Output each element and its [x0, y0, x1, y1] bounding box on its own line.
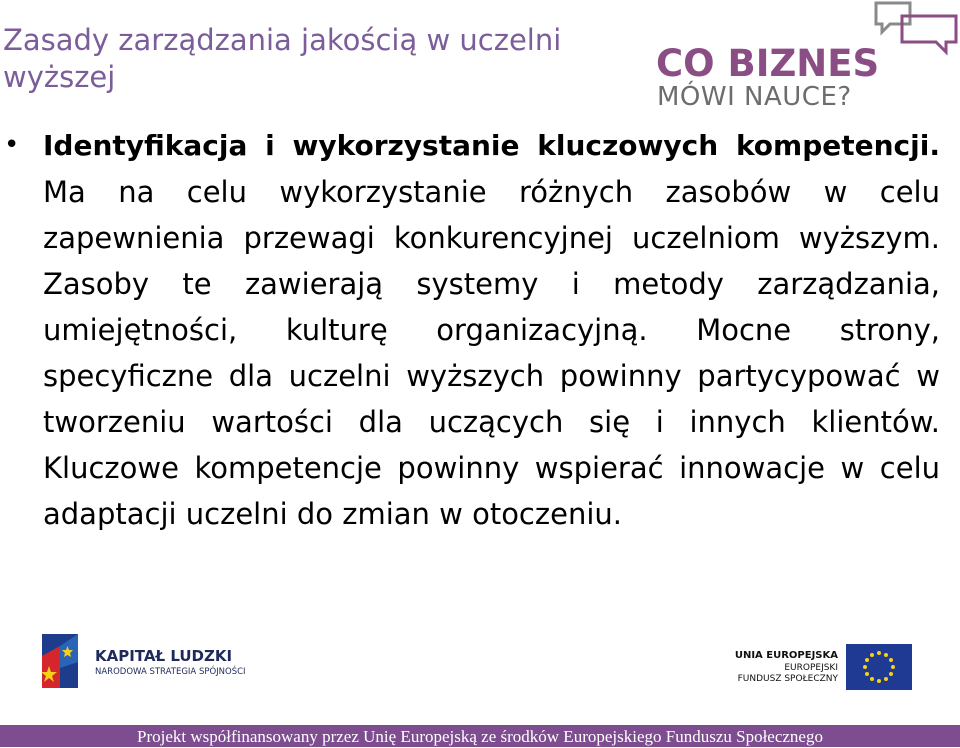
footer-banner: Projekt współfinansowany przez Unię Europejską ze środków Europejskiego Funduszu Społecznego: [0, 725, 960, 747]
kapital-ludzki-subtitle: NARODOWA STRATEGIA SPÓJNOŚCI: [95, 667, 246, 677]
bullet-marker: •: [4, 130, 20, 160]
eu-logo: [734, 644, 912, 692]
eu-logo-line2: EUROPEJSKI: [784, 663, 838, 673]
eu-flag-icon: [846, 644, 912, 690]
bullet-paragraph: [4, 122, 940, 537]
paragraph-lead: Identyfikacja i wykorzystanie kluczowych kompetencji.: [43, 129, 940, 162]
speech-bubbles-icon: [872, 0, 960, 58]
paragraph-body: Ma na celu wykorzystanie różnych zasobów w celu zapewnienia przewagi konkurencyjnej uczelniom wyższym. Zasoby te zawierają systemy i metody zarządzania, umiejętności, kulturę organizacyjną. Mocne strony, specyficzne dla uczelni wyższych powinny partycypować w tworzeniu wartości dla uczących się i innych klientów. Kluczowe kompetencje powinny wspierać innowacje w celu adaptacji uczelni do zmian w otoczeniu.: [43, 175, 940, 531]
co-biznes-logo-line2: MÓWI NAUCE?: [657, 82, 852, 112]
kapital-ludzki-title: KAPITAŁ LUDZKI: [95, 647, 233, 665]
eu-logo-line3: FUNDUSZ SPOŁECZNY: [737, 674, 838, 684]
slide-title: Zasady zarządzania jakością w uczelni wyższej: [3, 23, 562, 94]
co-biznes-logo: [650, 0, 960, 118]
kapital-ludzki-emblem-icon: [38, 628, 82, 692]
kapital-ludzki-logo: [38, 628, 258, 694]
co-biznes-logo-line1: CO BIZNES: [656, 42, 880, 85]
eu-logo-line1: UNIA EUROPEJSKA: [734, 650, 838, 661]
